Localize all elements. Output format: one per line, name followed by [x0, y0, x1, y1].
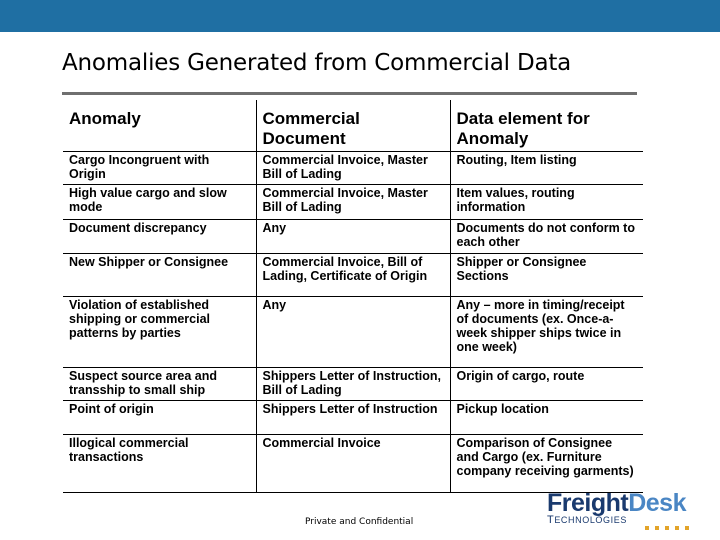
- header-commercial-document: Commercial Document: [256, 100, 450, 152]
- logo-dot: [665, 526, 669, 530]
- cell-document: Any: [256, 220, 450, 254]
- anomalies-table: [63, 100, 643, 493]
- freightdesk-logo: [547, 490, 697, 526]
- table-row: [63, 297, 643, 368]
- logo-dot: [655, 526, 659, 530]
- cell-data-element: Any – more in timing/receipt of documents (ex. Once-a-week shipper ships twice in one week): [450, 297, 643, 368]
- table-row: [63, 435, 643, 493]
- cell-data-element: Item values, routing information: [450, 185, 643, 220]
- cell-anomaly: Violation of established shipping or commercial patterns by parties: [63, 297, 256, 368]
- logo-wordmark: [547, 490, 686, 516]
- cell-data-element: Pickup location: [450, 401, 643, 435]
- cell-document: Commercial Invoice, Bill of Lading, Certificate of Origin: [256, 254, 450, 297]
- cell-document: Any: [256, 297, 450, 368]
- logo-subtitle: [547, 514, 627, 526]
- logo-dots: [645, 517, 695, 523]
- logo-subtitle-rest: ECHNOLOGIES: [554, 515, 627, 525]
- cell-document: Commercial Invoice, Master Bill of Lading: [256, 185, 450, 220]
- cell-anomaly: New Shipper or Consignee: [63, 254, 256, 297]
- cell-data-element: Routing, Item listing: [450, 152, 643, 185]
- table-header-row: [63, 100, 643, 152]
- cell-document: Commercial Invoice: [256, 435, 450, 493]
- logo-subtitle-initial: T: [547, 514, 555, 526]
- header-data-element: Data element for Anomaly: [450, 100, 643, 152]
- logo-word-desk: Desk: [628, 489, 686, 517]
- logo-dot: [675, 526, 679, 530]
- table-row: [63, 401, 643, 435]
- cell-data-element: Origin of cargo, route: [450, 368, 643, 401]
- cell-anomaly: Cargo Incongruent with Origin: [63, 152, 256, 185]
- table-row: [63, 185, 643, 220]
- table-row: [63, 220, 643, 254]
- cell-data-element: Comparison of Consignee and Cargo (ex. Furniture company receiving garments): [450, 435, 643, 493]
- header-anomaly: Anomaly: [63, 100, 256, 152]
- cell-anomaly: Point of origin: [63, 401, 256, 435]
- slide-title: Anomalies Generated from Commercial Data: [62, 50, 572, 76]
- footer-confidential: Private and Confidential: [305, 517, 414, 527]
- logo-word-freight: Freight: [547, 489, 629, 517]
- cell-anomaly: Suspect source area and transship to small ship: [63, 368, 256, 401]
- cell-document: Shippers Letter of Instruction: [256, 401, 450, 435]
- table-row: [63, 254, 643, 297]
- table-row: [63, 152, 643, 185]
- logo-dot: [685, 526, 689, 530]
- cell-anomaly: Document discrepancy: [63, 220, 256, 254]
- cell-data-element: Shipper or Consignee Sections: [450, 254, 643, 297]
- logo-dot: [645, 526, 649, 530]
- cell-anomaly: High value cargo and slow mode: [63, 185, 256, 220]
- cell-document: Commercial Invoice, Master Bill of Lading: [256, 152, 450, 185]
- table-row: [63, 368, 643, 401]
- cell-document: Shippers Letter of Instruction, Bill of Lading: [256, 368, 450, 401]
- title-divider: [62, 92, 637, 95]
- cell-data-element: Documents do not conform to each other: [450, 220, 643, 254]
- top-banner: [0, 0, 720, 32]
- cell-anomaly: Illogical commercial transactions: [63, 435, 256, 493]
